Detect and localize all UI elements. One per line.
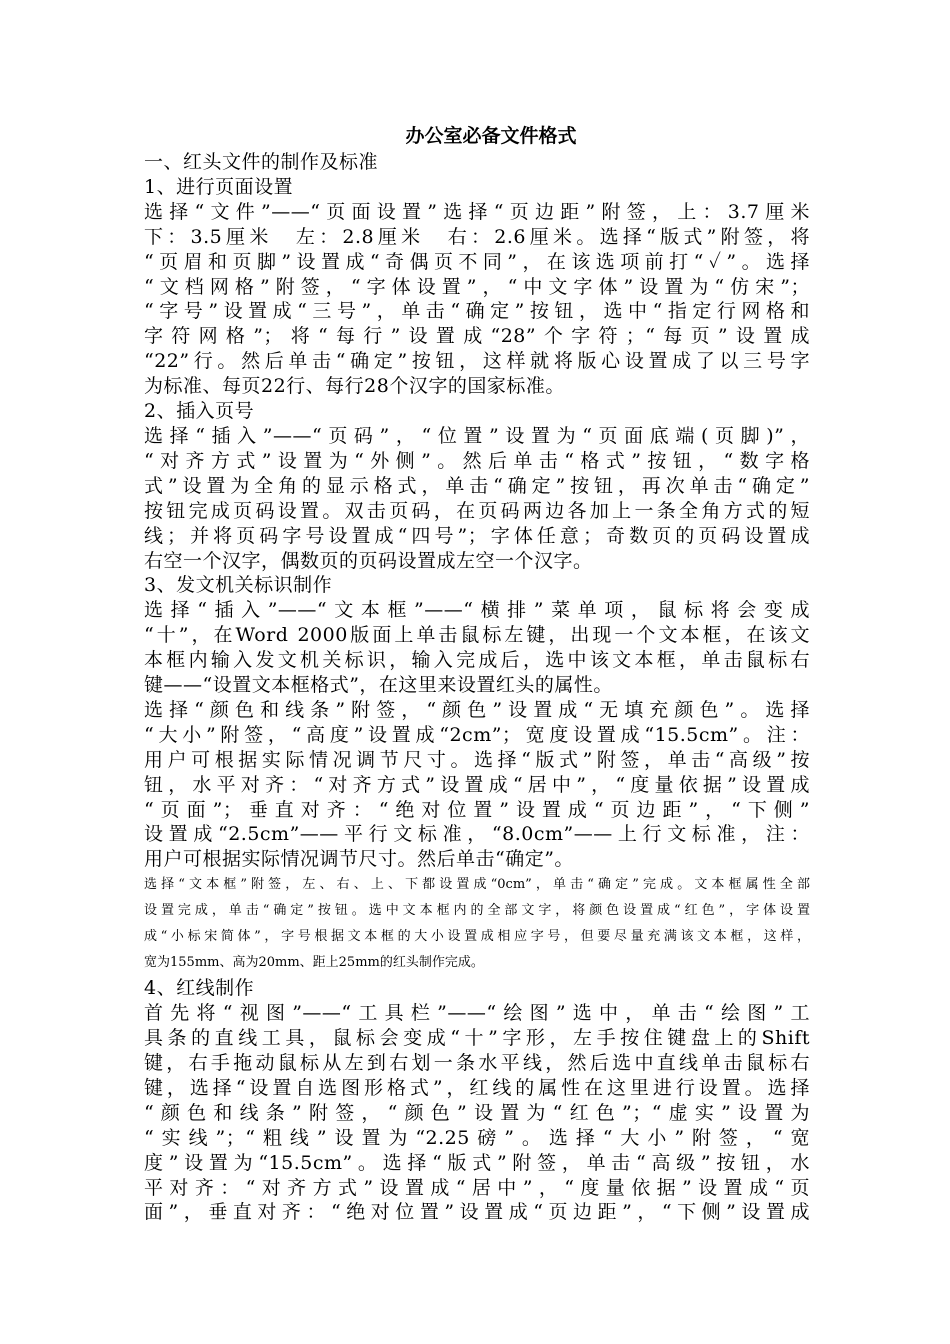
paragraph-line: “22”行。然后单击“确定”按钮，这样就将版心设置成了以三号字 <box>144 350 810 373</box>
paragraph-line: 键——“设置文本框格式”，在这里来设置红头的属性。 <box>144 674 613 697</box>
paragraph-line: 用户可根据实际情况调节尺寸。然后单击“确定”。 <box>144 848 574 871</box>
paragraph-line: 为标准、每页22行、每行28个汉字的国家标准。 <box>144 375 565 398</box>
paragraph-line: 线；并将页码字号设置成“四号”；字体任意；奇数页的页码设置成 <box>144 524 810 547</box>
paragraph-line: 右空一个汉字，偶数页的页码设置成左空一个汉字。 <box>144 549 593 572</box>
paragraph-line: “字号”设置成“三号”，单击“确定”按钮，选中“指定行网格和 <box>144 300 810 323</box>
sub1-heading: 1、进行页面设置 <box>144 175 294 198</box>
paragraph-line: 键，右手拖动鼠标从左到右划一条水平线，然后选中直线单击鼠标右 <box>144 1052 810 1074</box>
small-paragraph-line: 选择“文本框”附签，左、右、上、下都设置成“0cm”，单击“确定”完成。文本框属性全部 <box>144 877 810 893</box>
sub3-paragraph-a <box>144 598 810 698</box>
sub2-heading: 2、插入页号 <box>144 400 255 423</box>
paragraph-line: 本框内输入发文机关标识，输入完成后，选中该文本框，单击鼠标右 <box>144 649 810 672</box>
paragraph-line: “页眉和页脚”设置成“奇偶页不同”，在该选项前打“✓”。选择 <box>144 250 810 273</box>
paragraph-line: 设置成“2.5cm”——平行文标准，“8.0cm”——上行文标准，注： <box>144 823 810 846</box>
sub2-paragraph <box>144 424 810 573</box>
paragraph-line: 键，选择“设置自选图形格式”，红线的属性在这里进行设置。选择 <box>144 1076 810 1099</box>
sub1-paragraph <box>144 200 810 399</box>
paragraph-line: “十”，在Word 2000版面上单击鼠标左键，出现一个文本框，在该文 <box>144 624 810 647</box>
paragraph-line: “对齐方式”设置为“外侧”。然后单击“格式”按钮，“数字格 <box>144 449 810 472</box>
paragraph-line: 字符网格”；将“每行”设置成“28”个字符；“每页”设置成 <box>144 325 810 348</box>
paragraph-line: “文档网格”附签，“字体设置”，“中文字体”设置为“仿宋”； <box>144 275 810 298</box>
paragraph-line: 面”，垂直对齐：“绝对位置”设置成“页边距”，“下侧”设置成 <box>144 1201 810 1224</box>
paragraph-line: 选择“插入”——“文本框”——“横排”菜单项，鼠标将会变成 <box>144 599 810 622</box>
paragraph-line: “页面”；垂直对齐：“绝对位置”设置成“页边距”，“下侧” <box>144 798 810 821</box>
paragraph-line: 下：3.5厘米 左：2.8厘米 右：2.6厘米。选择“版式”附签，将 <box>144 225 810 248</box>
document-title: 办公室必备文件格式 <box>405 125 577 147</box>
paragraph-line: 钮，水平对齐：“对齐方式”设置成“居中”，“度量依据”设置成 <box>144 773 810 796</box>
paragraph-line: 选择“插入”——“页码”，“位置”设置为“页面底端(页脚)”， <box>144 424 810 447</box>
paragraph-line: 平对齐：“对齐方式”设置成“居中”，“度量依据”设置成“页 <box>144 1176 810 1199</box>
small-paragraph-line: 宽为155mm、高为20mm、距上25mm的红头制作完成。 <box>144 955 484 971</box>
sub3-heading: 3、发文机关标识制作 <box>144 574 333 597</box>
document-page <box>144 122 810 1225</box>
sub4-heading: 4、红线制作 <box>144 977 255 1000</box>
sub3-paragraph-b <box>144 698 810 872</box>
paragraph-line: 用户可根据实际情况调节尺寸。选择“版式”附签，单击“高级”按 <box>144 748 810 771</box>
small-paragraph-line: 设置完成，单击“确定”按钮。选中文本框内的全部文字，将颜色设置成“红色”，字体设置 <box>144 903 810 919</box>
paragraph-line: “大小”附签，“高度”设置成“2cm”；宽度设置成“15.5cm”。注： <box>144 723 810 746</box>
paragraph-line: 选择“颜色和线条”附签，“颜色”设置成“无填充颜色”。选择 <box>144 698 810 721</box>
section1-heading: 一、红头文件的制作及标准 <box>144 151 379 173</box>
paragraph-line: 选择“文件”——“页面设置”选择“页边距”附签，上：3.7厘米 <box>144 200 810 223</box>
paragraph-line: 按钮完成页码设置。双击页码，在页码两边各加上一条全角方式的短 <box>144 499 810 522</box>
paragraph-line: 具条的直线工具，鼠标会变成“十”字形，左手按住键盘上的Shift <box>144 1027 810 1050</box>
paragraph-line: 度”设置为“15.5cm”。选择“版式”附签，单击“高级”按钮，水 <box>144 1151 810 1174</box>
paragraph-line: 首先将“视图”——“工具栏”——“绘图”选中，单击“绘图”工 <box>144 1002 810 1025</box>
paragraph-line: “颜色和线条”附签，“颜色”设置为“红色”；“虚实”设置为 <box>144 1101 810 1124</box>
small-paragraph-line: 成“小标宋简体”，字号根据文本框的大小设置成相应字号，但要尽量充满该文本框，这样， <box>144 929 810 945</box>
paragraph-line: “实线”；“粗线”设置为“2.25磅”。选择“大小”附签，“宽 <box>144 1126 810 1149</box>
sub3-small-paragraph <box>144 872 810 976</box>
paragraph-line: 式”设置为全角的显示格式，单击“确定”按钮，再次单击“确定” <box>144 474 810 497</box>
sub4-paragraph <box>144 1001 810 1225</box>
